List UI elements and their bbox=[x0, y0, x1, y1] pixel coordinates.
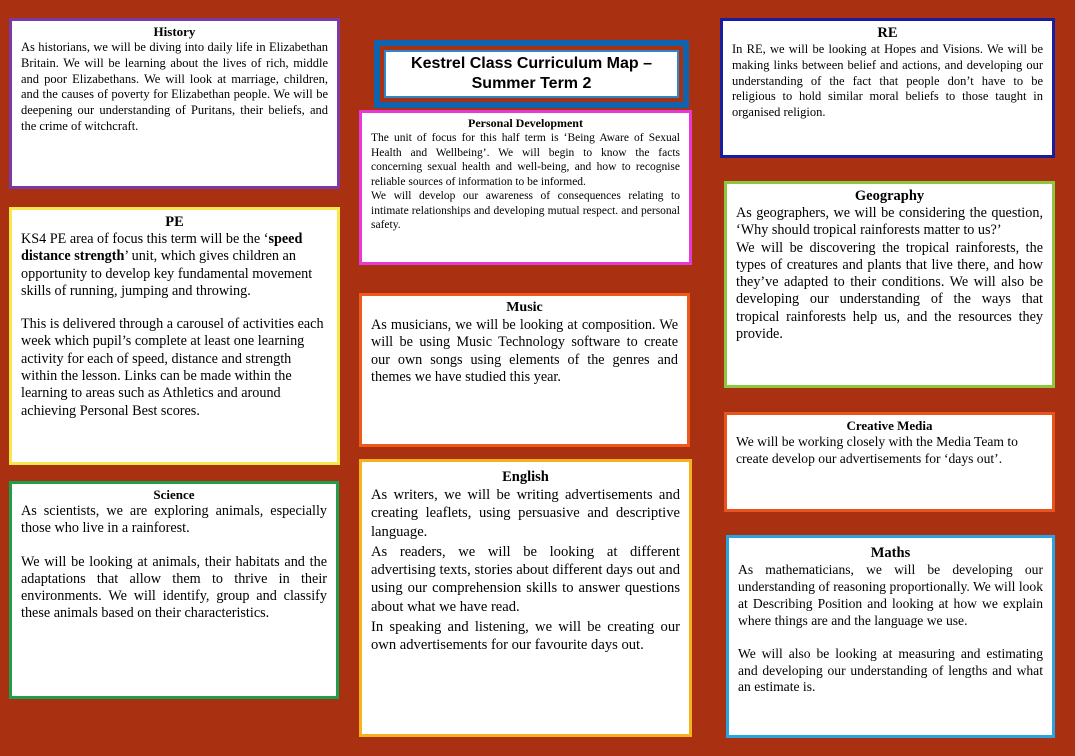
music-heading: Music bbox=[506, 300, 543, 315]
maths-box bbox=[726, 535, 1055, 738]
pe-paragraph-1 bbox=[21, 231, 328, 300]
geography-heading: Geography bbox=[854, 188, 925, 204]
history-box bbox=[9, 18, 340, 189]
english-paragraph-2: As readers, we will be looking at different advertising texts, stories about different days out and using our comprehension skills to answer questions about what we have read. bbox=[371, 543, 680, 615]
re-text: In RE, we will be looking at Hopes and Visions. We will be making links between belief and actions, and developing our understanding of the fact that people don’t have to be religious to hold similar moral beliefs to those taught in organised religion. bbox=[732, 42, 1043, 120]
history-text: As historians, we will be diving into daily life in Elizabethan Britain. We will be learning about the lives of rich, middle and poor Elizabethans. We will look at marriage, children, and the causes of poverty for Elizabethan people. We will be deepening our understanding of Puritans, their beliefs, and the crime of witchcraft. bbox=[21, 40, 328, 133]
pe-unit-name: speed distance strength bbox=[21, 231, 303, 265]
page-title-line-1: Kestrel Class Curriculum Map – bbox=[411, 55, 652, 72]
pe-text-after: ’ unit, which gives children an opportunity to develop key fundamental movement skills of running, jumping and throwing. bbox=[21, 248, 313, 299]
title-frame bbox=[374, 40, 689, 108]
science-paragraph-2: We will be looking at animals, their habitats and the adaptations that allow them to thrive in their environments. We will identify, group and classify these animals based on their characteristics. bbox=[21, 553, 327, 622]
history-heading: History bbox=[153, 24, 196, 39]
personal-development-box bbox=[359, 110, 692, 265]
geography-paragraph-1: As geographers, we will be considering the question, ‘Why should tropical rainforests matter to us?’ bbox=[736, 205, 1043, 239]
pe-paragraph-2: This is delivered through a carousel of activities each week which pupil’s complete at least one learning activity for each of speed, distance and strength within the lesson. Links can be made within the learning to areas such as Athletics and around achieving Personal Best scores. bbox=[21, 316, 324, 419]
creative-media-box bbox=[724, 412, 1055, 512]
geography-paragraph-2: We will be discovering the tropical rainforests, the types of creatures and plants that live there, and how they’ve adapted to their conditions. We will also be developing our understanding of the ways that tropical rainforests help us, and the resources they provide. bbox=[736, 239, 1043, 343]
personal-development-paragraph-2: We will develop our awareness of consequences relating to intimate relationships and developing mutual respect. and personal safety. bbox=[371, 190, 680, 231]
english-heading: English bbox=[502, 469, 549, 485]
english-paragraph-1: As writers, we will be writing advertisements and creating leaflets, using persuasive and descriptive language. bbox=[371, 487, 680, 540]
pe-box bbox=[9, 207, 340, 465]
title-frame-inner bbox=[380, 46, 683, 102]
maths-paragraph-2: We will also be looking at measuring and estimating and developing our understanding of lengths and what an estimate is. bbox=[738, 645, 1043, 695]
music-text: As musicians, we will be looking at composition. We will be using Music Technology software to create our own songs using elements of the genres and themes we have studied this year. bbox=[371, 317, 678, 385]
english-box bbox=[359, 459, 692, 737]
page-title-line-2: Summer Term 2 bbox=[471, 75, 592, 92]
geography-box bbox=[724, 181, 1055, 388]
personal-development-heading: Personal Development bbox=[468, 116, 583, 130]
maths-paragraph-1: As mathematicians, we will be developing our understanding of reasoning proportionally. We will look at Describing Position and looking at how we explain where things are and the language we use. bbox=[738, 562, 1043, 628]
pe-heading: PE bbox=[165, 214, 184, 230]
re-heading: RE bbox=[877, 25, 898, 41]
science-box bbox=[9, 481, 339, 699]
pe-text-before: KS4 PE area of focus this term will be the ‘ bbox=[21, 231, 269, 247]
music-box bbox=[359, 293, 690, 447]
creative-media-text: We will be working closely with the Media Team to create develop our advertisements for ‘days out’. bbox=[736, 434, 1018, 466]
maths-heading: Maths bbox=[870, 545, 911, 561]
creative-media-heading: Creative Media bbox=[846, 418, 933, 433]
page-title bbox=[384, 50, 679, 98]
science-paragraph-1: As scientists, we are exploring animals, especially those who live in a rainforest. bbox=[21, 503, 327, 537]
re-box bbox=[720, 18, 1055, 158]
personal-development-paragraph-1: The unit of focus for this half term is ‘Being Aware of Sexual Health and Wellbeing’. We will begin to know the facts concerning sexual health and well-being, and how to recognise reliable sources of information to be informed. bbox=[371, 132, 680, 188]
english-paragraph-3: In speaking and listening, we will be creating our own advertisements for our favourite days out. bbox=[371, 619, 680, 654]
science-heading: Science bbox=[153, 487, 195, 502]
